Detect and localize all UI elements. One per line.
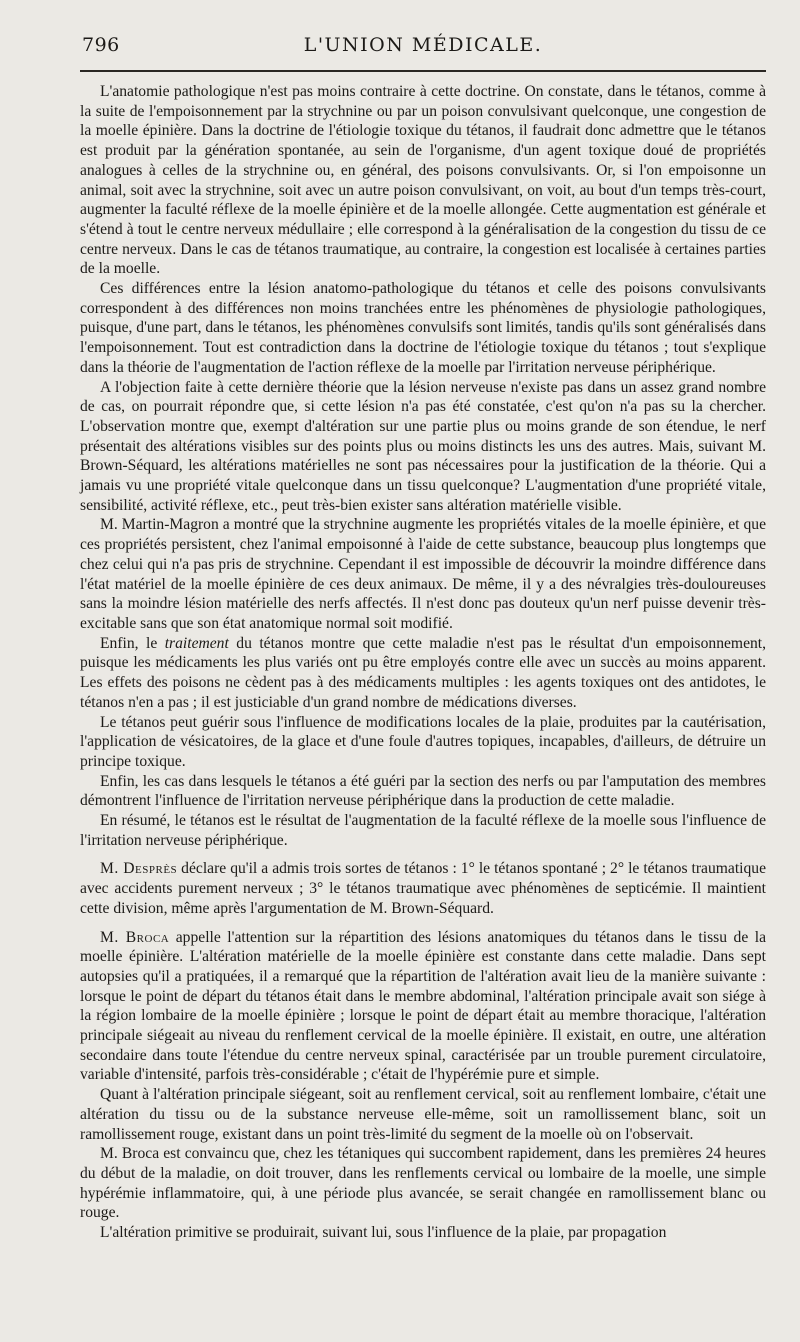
paragraph: M. Broca est convaincu que, chez les tétaniques qui succombent rapidement, dans les premières 24 heures du début de la maladie, on doit trouver, dans les renflements cervical ou lombaire de la moelle, une simple hypérémie inflammatoire, qui, à une période plus avancée, se serait changée en ramollissement blanc ou rouge. [80, 1145, 766, 1222]
paragraph-text: Enfin, le [100, 634, 165, 652]
paragraph: L'anatomie pathologique n'est pas moins contraire à cette doctrine. On constate, dans le tétanos, comme à la suite de l'empoisonnement par la strychnine ou par un poison convulsivant quelconque, une congestion de la moelle épinière. Dans la doctrine de l'étiologie toxique du tétanos, il faudrait donc admettre que le tétanos est produit par la génération spontanée, au sein de l'organisme, d'un agent toxique doué de propriétés analogues à celles de la strychnine ou, en général, des poisons convulsivants. Or, si l'on empoisonne un animal, soit avec la strychnine, soit avec un autre poison convulsivant, on voit, au bout d'un temps très-court, augmenter la faculté réflexe de la moelle épinière et de la moelle allongée. Cette augmentation est générale et s'étend à tout le centre nerveux médullaire ; elle correspond à la généralisation de la congestion du tissu de ce centre nerveux. Dans le cas de tétanos traumatique, au contraire, la congestion est localisée à certaines parties de la moelle. [80, 83, 766, 278]
paragraph [80, 928, 766, 1086]
page-number: 796 [82, 34, 120, 56]
paragraph: M. Martin-Magron a montré que la strychnine augmente les propriétés vitales de la moelle épinière, et que ces propriétés persistent, chez l'animal empoisonné à l'aide de cette substance, beaucoup plus longtemps que chez celui qui n'a pas pris de strychnine. Cependant il est impossible de découvrir la moindre différence dans l'état matériel de la moelle épinière de ces deux animaux. De même, il y a des névralgies très-douloureuses sans la moindre lésion matérielle des nerfs affectés. Il n'est donc pas douteux qu'un nerf puisse devenir très-excitable sans que son état anatomique normal soit modifié. [80, 516, 766, 632]
paragraph-text: du tétanos montre que cette maladie n'est pas le résultat d'un empoisonnement, puisque les médicaments les plus variés ont pu être employés contre elle avec un succès au moins apparent. Les effets des poisons ne cèdent pas à des médicaments multiples : les agents toxiques ont des antidotes, le tétanos n'en a pas ; il est justiciable d'un grand nombre de médications diverses. [80, 634, 767, 711]
italic-term: traitement [164, 634, 229, 652]
paragraph: Enfin, les cas dans lesquels le tétanos a été guéri par la section des nerfs ou par l'amputation des membres démontrent l'influence de l'irritation nerveuse périphérique dans la production de cette maladie. [80, 772, 766, 810]
paragraph-text: déclare qu'il a admis trois sortes de tétanos : 1° le tétanos spontané ; 2° le tétanos traumatique avec accidents purement nerveux ; 3° le tétanos traumatique avec phénomènes de septicémie. Il maintient cette division, même après l'argumentation de M. Brown-Séquard. [80, 860, 767, 917]
paragraph: Quant à l'altération principale siégeant, soit au renflement cervical, soit au renflement lombaire, c'était une altération du tissu ou de la substance nerveuse elle-même, soit un ramollissement blanc, soit un ramollissement rouge, existant dans un point très-limité du segment de la moelle où on l'observait. [80, 1086, 766, 1143]
page-header [80, 34, 766, 64]
journal-title: L'UNION MÉDICALE. [303, 34, 543, 56]
paragraph [80, 859, 766, 918]
paragraph: L'altération primitive se produirait, suivant lui, sous l'influence de la plaie, par propagation [100, 1224, 667, 1242]
header-rule [80, 70, 766, 72]
speaker-name: M. Broca [100, 928, 170, 946]
speaker-name: M. Desprès [100, 860, 178, 878]
paragraph: Ces différences entre la lésion anatomo-pathologique du tétanos et celle des poisons convulsivants correspondent à des différences non moins tranchées entre les phénomènes de physiologie pathologiques, puisque, d'une part, dans le tétanos, les phénomènes convulsifs sont limités, tandis qu'ils sont généralisés dans l'empoisonnement. Tout est contradiction dans la doctrine de l'étiologie toxique du tétanos ; tout s'explique dans la théorie de l'augmentation de l'action réflexe de la moelle par l'irritation nerveuse périphérique. [80, 280, 767, 376]
paragraph [80, 634, 766, 713]
paragraph: En résumé, le tétanos est le résultat de l'augmentation de la faculté réflexe de la moelle sous l'influence de l'irritation nerveuse périphérique. [80, 812, 766, 849]
article-body [80, 82, 766, 1243]
paragraph-text: appelle l'attention sur la répartition des lésions anatomiques du tétanos dans le tissu de la moelle épinière. L'altération matérielle de la moelle épinière est constante dans cette maladie. Dans sept autopsies qu'il a pratiquées, il a remarqué que la répartition de l'altération avait lieu de la manière suivante : lorsque le point de départ du tétanos était dans le membre abdominal, l'altération principale avait son siége à la région lombaire de la moelle épinière ; lorsque le point de départ était au membre thoracique, l'altération principale siégeait au niveau du renflement cervical de la moelle épinière. Il existait, en outre, une altération secondaire dans toute l'étendue du centre nerveux spinal, caractérisée par un trouble purement circulatoire, variable d'intensité, parfois très-considérable ; c'était de l'hypérémie pure et simple. [80, 928, 767, 1084]
paragraph: Le tétanos peut guérir sous l'influence de modifications locales de la plaie, produites par la cautérisation, l'application de vésicatoires, de la glace et d'une foule d'autres topiques, incapables, d'ailleurs, de détruire un principe toxique. [80, 713, 766, 770]
paragraph: A l'objection faite à cette dernière théorie que la lésion nerveuse n'existe pas dans un assez grand nombre de cas, on pourrait répondre que, si cette lésion n'a pas été constatée, c'est qu'on n'a pas su la chercher. L'observation montre que, exempt d'altération sur une partie plus ou moins grande de son étendue, le nerf présentait des altérations visibles sur des points plus ou moins distincts les uns des autres. Mais, suivant M. Brown-Séquard, les altérations matérielles ne sont pas nécessaires pour la justification de la théorie. Qui a jamais vu une propriété vitale quelconque dans un tissu quelconque? L'augmentation d'une propriété vitale, sensibilité, activité réflexe, etc., peut très-bien exister sans altération matérielle visible. [80, 378, 766, 514]
